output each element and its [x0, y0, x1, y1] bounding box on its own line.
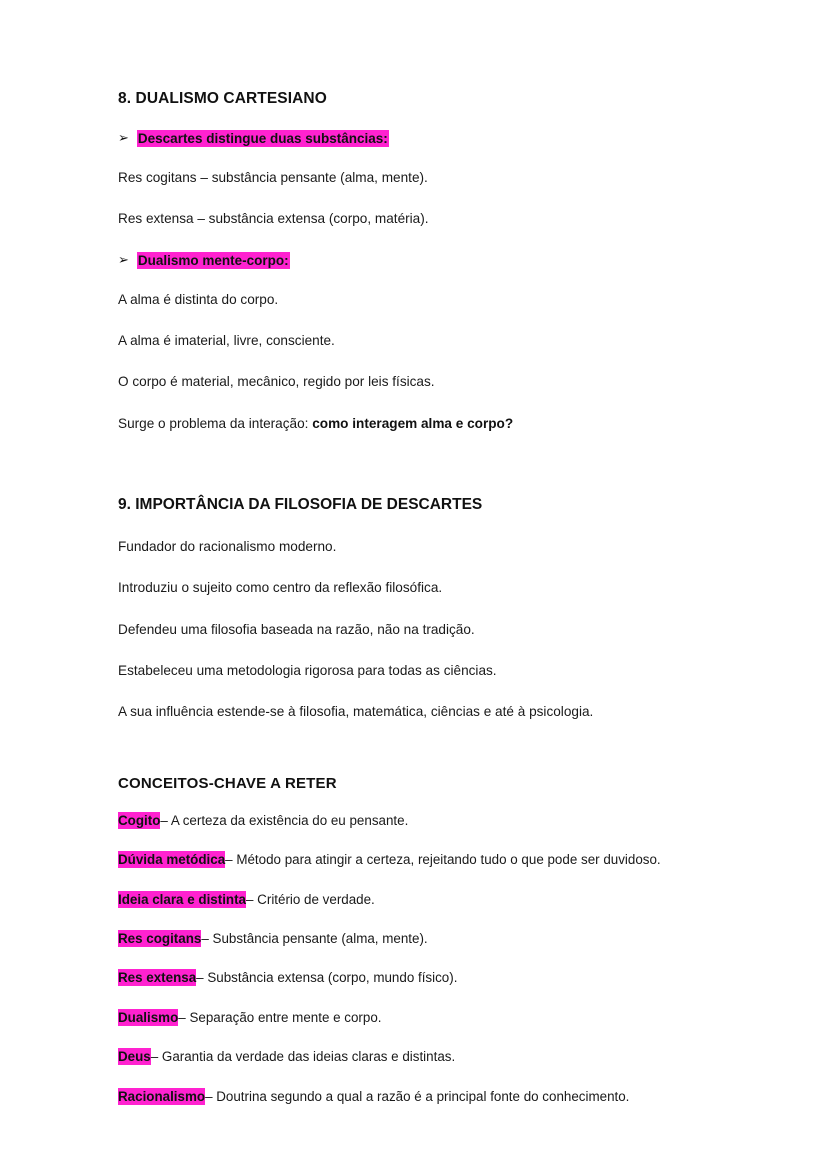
- concept-term: Dúvida metódica: [118, 852, 226, 868]
- bullet-dualismo-mente-corpo: [118, 252, 710, 269]
- concept-term: Ideia clara e distinta: [118, 891, 247, 907]
- concept-term: Dualismo: [118, 1009, 179, 1025]
- arrow-bullet-icon: ➢: [118, 251, 129, 267]
- section-spacer: [118, 456, 710, 496]
- arrow-bullet-icon: ➢: [118, 130, 129, 145]
- concept-definition: – Critério de verdade.: [246, 891, 375, 907]
- concept-definition: – Doutrina segundo a qual a razão é a principal fonte do conhecimento.: [205, 1088, 630, 1104]
- concept-item: [118, 891, 710, 908]
- concept-definition: – Garantia da verdade das ideias claras e distintas.: [150, 1049, 456, 1065]
- concept-definition: – Método para atingir a certeza, rejeitando tudo o que pode ser duvidoso.: [225, 852, 661, 868]
- body-line: Estabeleceu uma metodologia rigorosa para todas as ciências.: [118, 663, 497, 679]
- concept-term: Cogito: [118, 812, 161, 828]
- concept-definition: – A certeza da existência do eu pensante.: [160, 812, 409, 828]
- section-spacer: [118, 745, 710, 775]
- bullet-descartes-substancias: [118, 130, 710, 147]
- concept-term: Racionalismo: [118, 1088, 206, 1104]
- concept-item: [118, 1048, 710, 1065]
- concept-definition: – Substância pensante (alma, mente).: [201, 931, 428, 947]
- body-line: O corpo é material, mecânico, regido por leis físicas.: [118, 374, 435, 390]
- concept-item: [118, 1088, 710, 1105]
- body-line: A sua influência estende-se à filosofia, matemática, ciências e até à psicologia.: [118, 704, 594, 720]
- section-heading-importancia: 9. IMPORTÂNCIA DA FILOSOFIA DE DESCARTES: [118, 496, 483, 514]
- highlighted-text: Dualismo mente-corpo:: [137, 252, 289, 268]
- highlighted-text: Descartes distingue duas substâncias:: [137, 131, 388, 146]
- body-line: A alma é distinta do corpo.: [118, 291, 279, 307]
- body-line: Fundador do racionalismo moderno.: [118, 539, 337, 555]
- concept-item: [118, 812, 710, 829]
- body-text-plain: Surge o problema da interação:: [118, 415, 313, 431]
- concept-term: Deus: [118, 1049, 151, 1065]
- concept-item: [118, 851, 710, 868]
- section-heading-dualismo: 8. DUALISMO CARTESIANO: [118, 90, 327, 107]
- concept-term: Res cogitans: [118, 931, 202, 947]
- concept-item: [118, 969, 710, 986]
- concept-term: Res extensa: [118, 970, 197, 986]
- body-line: Res extensa – substância extensa (corpo, matéria).: [118, 211, 429, 227]
- body-line: Introduziu o sujeito como centro da reflexão filosófica.: [118, 580, 443, 596]
- concept-item: [118, 1009, 710, 1026]
- body-line: Defendeu uma filosofia baseada na razão, não na tradição.: [118, 621, 475, 637]
- concept-definition: – Separação entre mente e corpo.: [178, 1009, 382, 1025]
- body-line: Res cogitans – substância pensante (alma, mente).: [118, 170, 428, 185]
- section-heading-conceitos: CONCEITOS-CHAVE A RETER: [118, 774, 337, 792]
- body-line: A alma é imaterial, livre, consciente.: [118, 333, 335, 349]
- concept-item: [118, 930, 710, 947]
- concept-definition: – Substância extensa (corpo, mundo físico).: [196, 970, 458, 986]
- body-line-interacao: [118, 415, 710, 433]
- body-text-bold: como interagem alma e corpo?: [312, 415, 514, 431]
